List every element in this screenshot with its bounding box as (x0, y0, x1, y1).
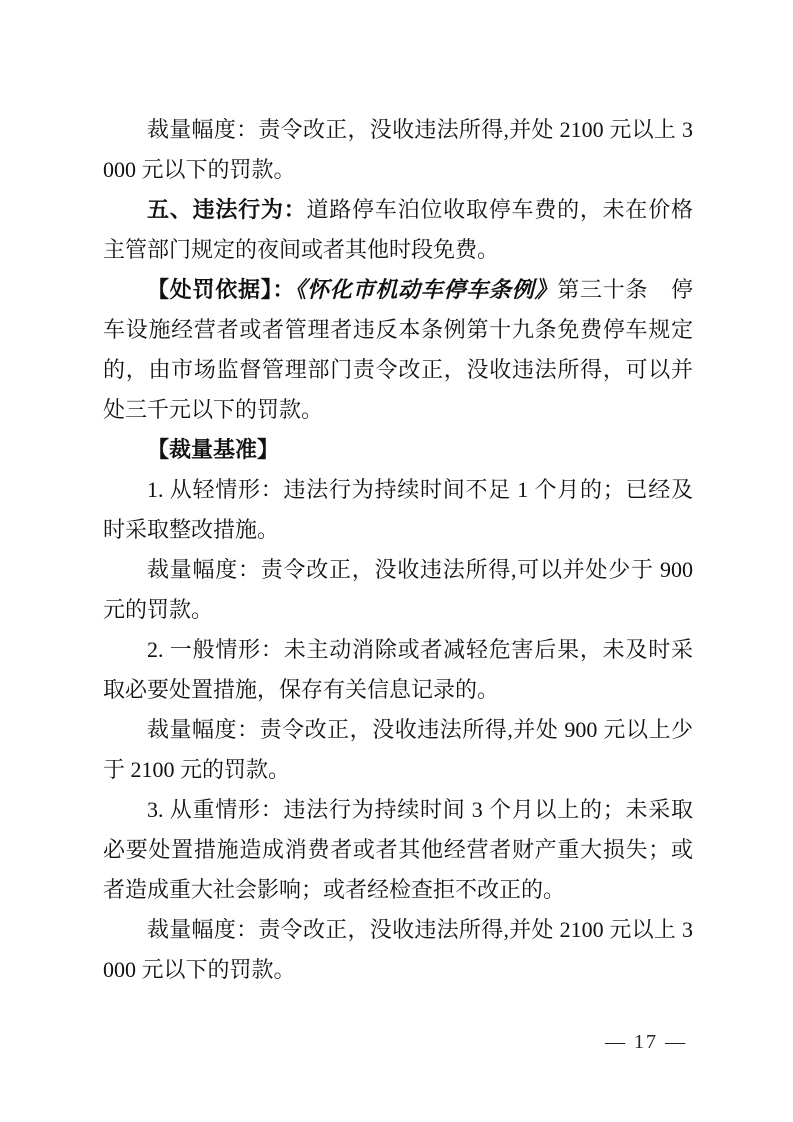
text-segment: 【处罚依据】： (147, 277, 296, 302)
text-segment: 裁量幅度：责令改正，没收违法所得,并处 900 元以上少于 2100 元的罚款。 (103, 717, 693, 782)
text-segment: 2. 一般情形：未主动消除或者减轻危害后果，未及时采取必要处置措施，保存有关信息记录的。 (103, 637, 693, 702)
para-discretion-benchmark-heading (103, 430, 693, 470)
text-segment: 《怀化市机动车停车条例》 (295, 277, 558, 302)
para-violation-item-5 (103, 190, 693, 270)
document-body (103, 110, 693, 990)
para-general-penalty-range (103, 710, 693, 790)
para-light-penalty-range (103, 550, 693, 630)
page-number: — 17 — (605, 1031, 687, 1053)
para-light-circumstance (103, 470, 693, 550)
para-heavy-circumstance (103, 790, 693, 910)
text-segment: 裁量幅度：责令改正，没收违法所得,可以并处少于 900 元的罚款。 (103, 557, 693, 622)
para-penalty-basis (103, 270, 693, 430)
text-segment: 裁量幅度：责令改正，没收违法所得,并处 2100 元以上 3000 元以下的罚款。 (103, 117, 693, 182)
text-segment: 1. 从轻情形：违法行为持续时间不足 1 个月的；已经及时采取整改措施。 (103, 477, 693, 542)
text-segment: 3. 从重情形：违法行为持续时间 3 个月以上的；未采取必要处置措施造成消费者或者其他经营者财产重大损失；或者造成重大社会影响；或者经检查拒不改正的。 (103, 797, 693, 902)
para-heavy-penalty-range (103, 910, 693, 990)
text-segment: 【裁量基准】 (147, 437, 280, 462)
text-segment: 裁量幅度：责令改正，没收违法所得,并处 2100 元以上 3000 元以下的罚款。 (103, 917, 693, 982)
text-segment: 五、违法行为： (147, 197, 307, 222)
para-prev-penalty-range (103, 110, 693, 190)
para-general-circumstance (103, 630, 693, 710)
text-segment: 第三十条 停车设施经营者或者管理者违反本条例第十九条免费停车规定的，由市场监督管理部门责令改正，没收违法所得，可以并处三千元以下的罚款。 (103, 277, 693, 422)
text-segment: 道路停车泊位收取停车费的，未在价格主管部门规定的夜间或者其他时段免费。 (103, 197, 693, 262)
